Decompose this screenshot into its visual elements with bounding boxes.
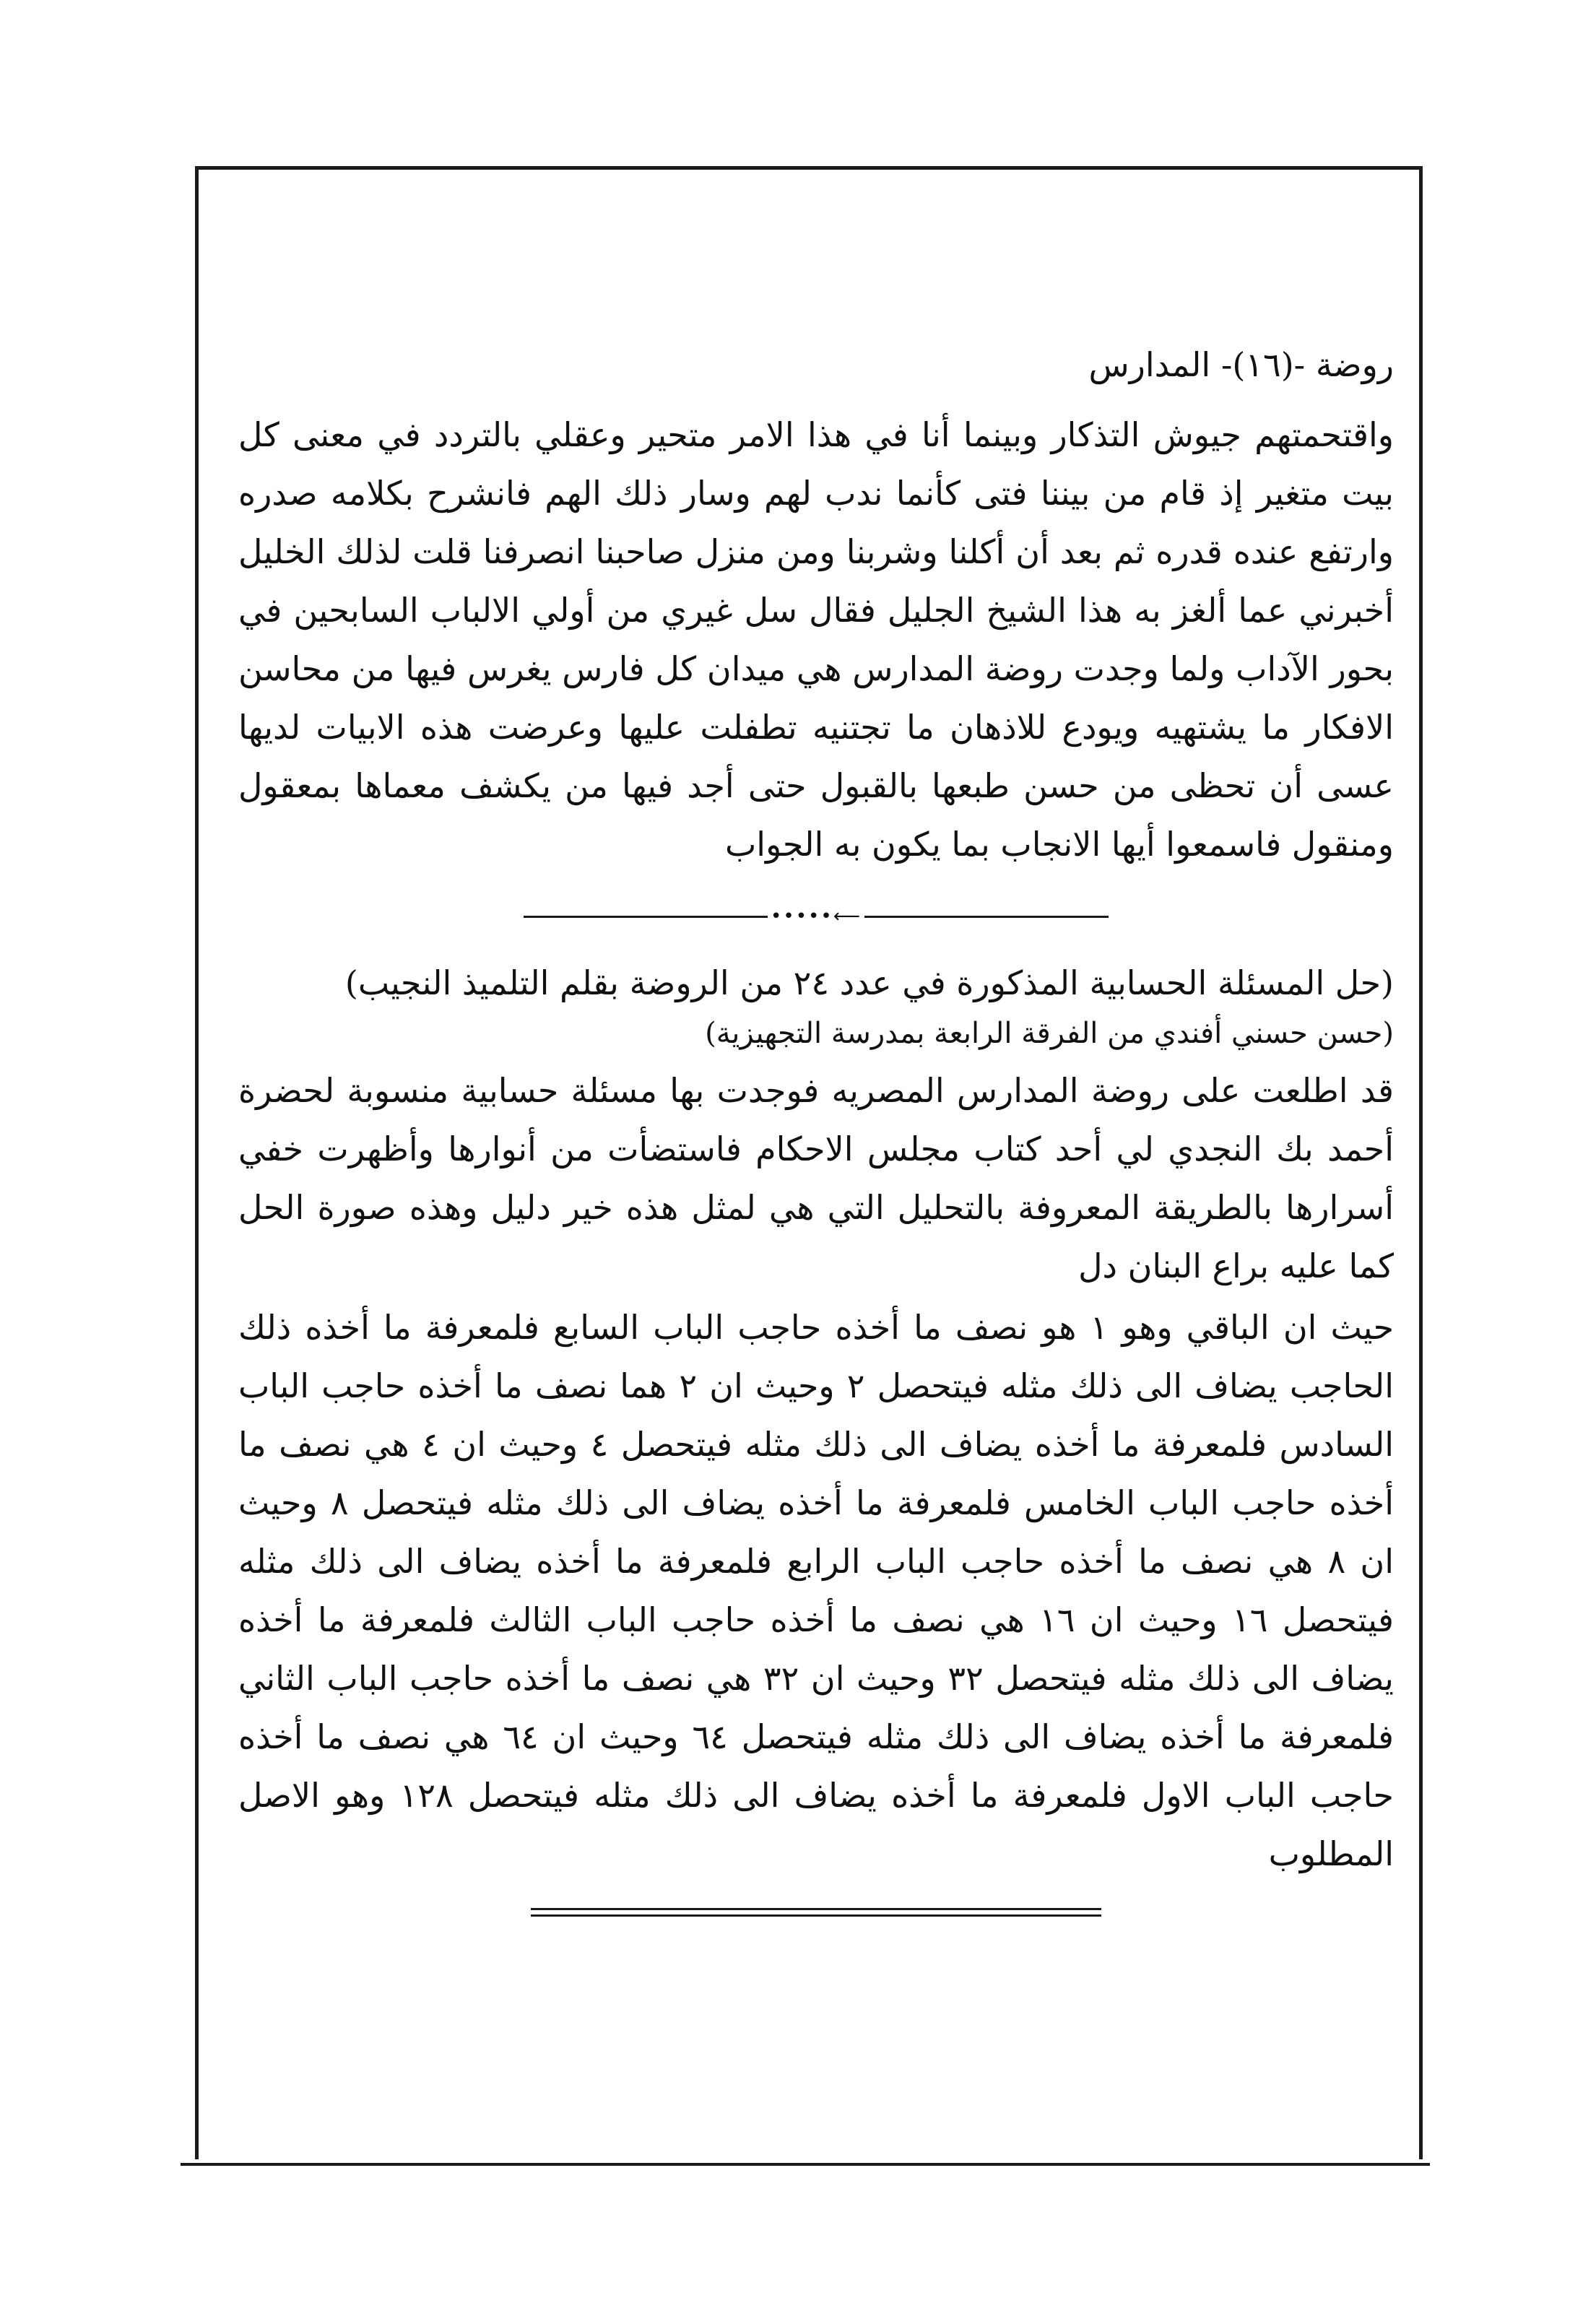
divider-line-left	[524, 916, 768, 918]
section-divider	[524, 906, 1109, 927]
section-title: (حل المسئلة الحسابية المذكورة في عدد ٢٤ من الروضة بقلم التلميذ النجيب)	[344, 963, 1394, 1002]
solution-body: حيث ان الباقي وهو ١ هو نصف ما أخذه حاجب الباب السابع فلمعرفة ما أخذه ذلك الحاجب يضاف الى ذلك مثله فيتحصل ٢ وحيث ان ٢ هما نصف ما أخذه حاجب الباب السادس فلمعرفة ما أخذه يضاف الى ذلك مثله فيتحصل ٤ وحيث ان ٤ هي نصف ما أخذه حاجب الباب الخامس فلمعرفة ما أخذه يضاف الى ذلك مثله فيتحصل ٨ وحيث ان ٨ هي نصف ما أخذه حاجب الباب الرابع فلمعرفة ما أخذه يضاف الى ذلك مثله فيتحصل ١٦ وحيث ان ١٦ هي نصف ما أخذه حاجب الباب الثالث فلمعرفة ما أخذه يضاف الى ذلك مثله فيتحصل ٣٢ وحيث ان ٣٢ هي نصف ما أخذه حاجب الباب الثاني فلمعرفة ما أخذه يضاف الى ذلك مثله فيتحصل ٦٤ وحيث ان ٦٤ هي نصف ما أخذه حاجب الباب الاول فلمعرفة ما أخذه يضاف الى ذلك مثله فيتحصل ١٢٨ وهو الاصل المطلوب	[238, 1308, 1395, 1873]
divider-line-right	[864, 916, 1109, 918]
page-content	[238, 339, 1394, 1917]
section-subtitle: (حسن حسني أفندي من الفرقة الرابعة بمدرسة التجهيزية)	[705, 1017, 1394, 1050]
end-double-rule	[531, 1908, 1101, 1917]
divider-ornament: ⟵•••••	[771, 906, 862, 927]
bottom-rule	[181, 2163, 1430, 2166]
intro-paragraph: واقتحمتهم جيوش التذكار وبينما أنا في هذا الامر متحير وعقلي بالتردد في معنى كل بيت متغير إذ قام من بيننا فتى كأنما ندب لهم وسار ذلك الهم فانشرح بكلامه صدره وارتفع عنده قدره ثم بعد أن أكلنا وشربنا ومن منزل صاحبنا انصرفنا قلت لذلك الخليل أخبرني عما ألغز به هذا الشيخ الجليل فقال سل غيري من أولي الالباب السابحين في بحور الآداب ولما وجدت روضة المدارس هي ميدان كل فارس يغرس فيها من محاسن الافكار ما يشتهيه ويودع للاذهان ما تجتنيه تطفلت عليها وعرضت هذه الابيات لديها عسى أن تحظى من حسن طبعها بالقبول حتى أجد فيها من يكشف معماها بمعقول ومنقول فاسمعوا أيها الانجاب بما يكون به الجواب	[238, 415, 1395, 864]
solution-intro: قد اطلعت على روضة المدارس المصريه فوجدت بها مسئلة حسابية منسوبة لحضرة أحمد بك النجدي لي أحد كتاب مجلس الاحكام فاستضأت من أنوارها وأظهرت خفي أسرارها بالطريقة المعروفة بالتحليل التي هي لمثل هذه خير دليل وهذه صورة الحل كما عليه براع البنان دل	[238, 1071, 1394, 1285]
page-header: روضة -(١٦)- المدارس	[1088, 345, 1394, 384]
